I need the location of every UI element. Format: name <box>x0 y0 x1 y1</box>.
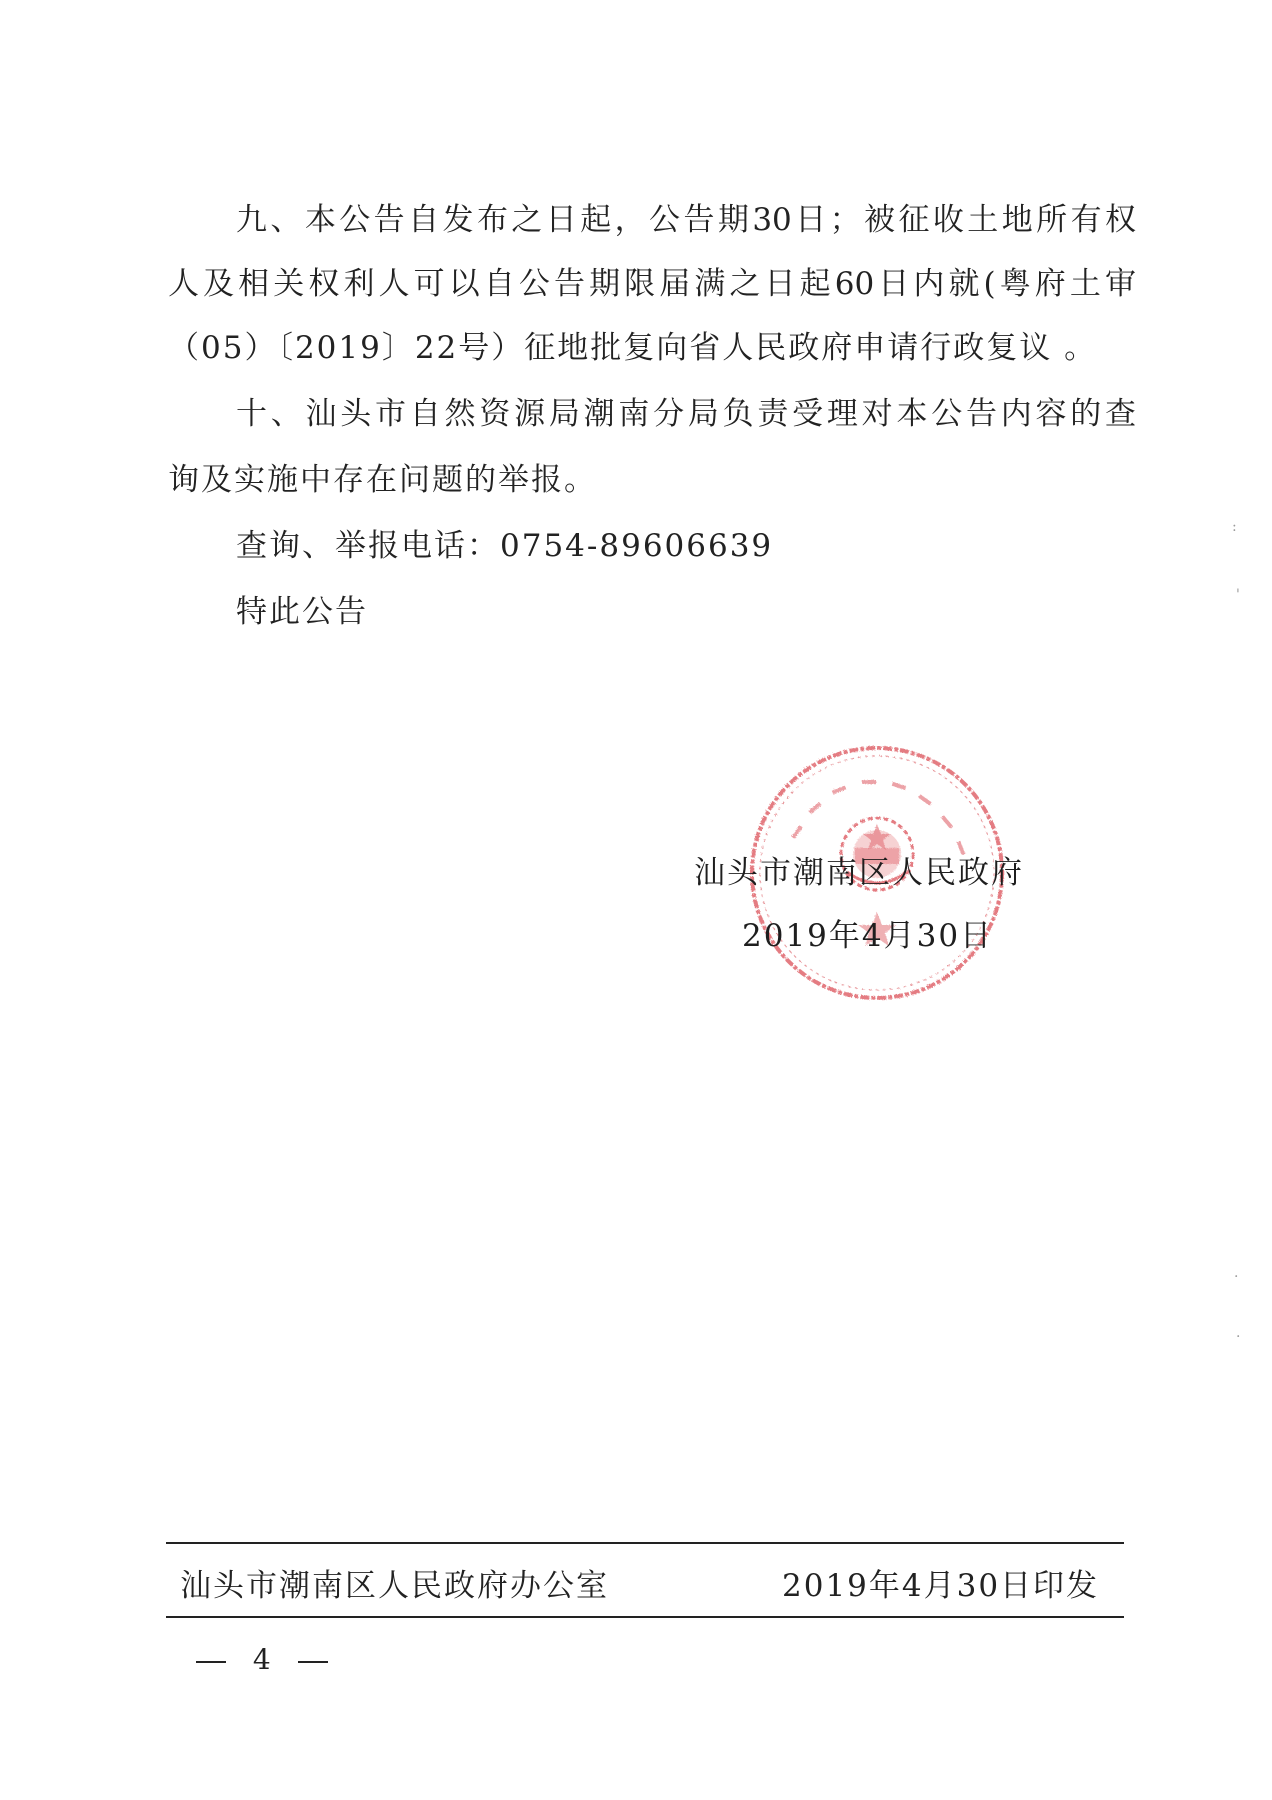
page-number-value: 4 <box>252 1643 271 1676</box>
scan-artifact: · <box>1236 1329 1241 1345</box>
scan-artifact: : <box>1232 519 1237 535</box>
paragraph-9-line-3: （05）〔2019〕22号）征地批复向省人民政府申请行政复议 。 <box>168 330 1098 366</box>
scan-artifact: ' <box>1236 587 1240 603</box>
paragraph-9-line-1: 九、本公告自发布之日起，公告期30日；被征收土地所有权 <box>236 202 1136 238</box>
paragraph-10-line-2: 询及实施中存在问题的举报。 <box>168 462 597 498</box>
page-number-left-dash <box>196 1661 226 1663</box>
footer-top-rule <box>166 1542 1124 1544</box>
paragraph-10-line-1: 十、汕头市自然资源局潮南分局负责受理对本公告内容的查 <box>236 396 1136 432</box>
footer-office: 汕头市潮南区人民政府办公室 <box>180 1568 609 1604</box>
issue-date: 2019年4月30日 <box>742 918 994 954</box>
scan-artifact: · <box>1234 1269 1239 1285</box>
paragraph-9-line-2: 人及相关权利人可以自公告期限届满之日起60日内就(粤府土审 <box>168 266 1136 302</box>
closing-statement: 特此公告 <box>236 594 368 630</box>
footer-print-date: 2019年4月30日印发 <box>782 1568 1100 1604</box>
page-number <box>196 1642 328 1678</box>
contact-phone-line: 查询、举报电话：0754-89606639 <box>236 528 774 564</box>
footer-bottom-rule <box>166 1616 1124 1618</box>
issuing-authority: 汕头市潮南区人民政府 <box>694 855 1024 891</box>
page-number-right-dash <box>298 1661 328 1663</box>
